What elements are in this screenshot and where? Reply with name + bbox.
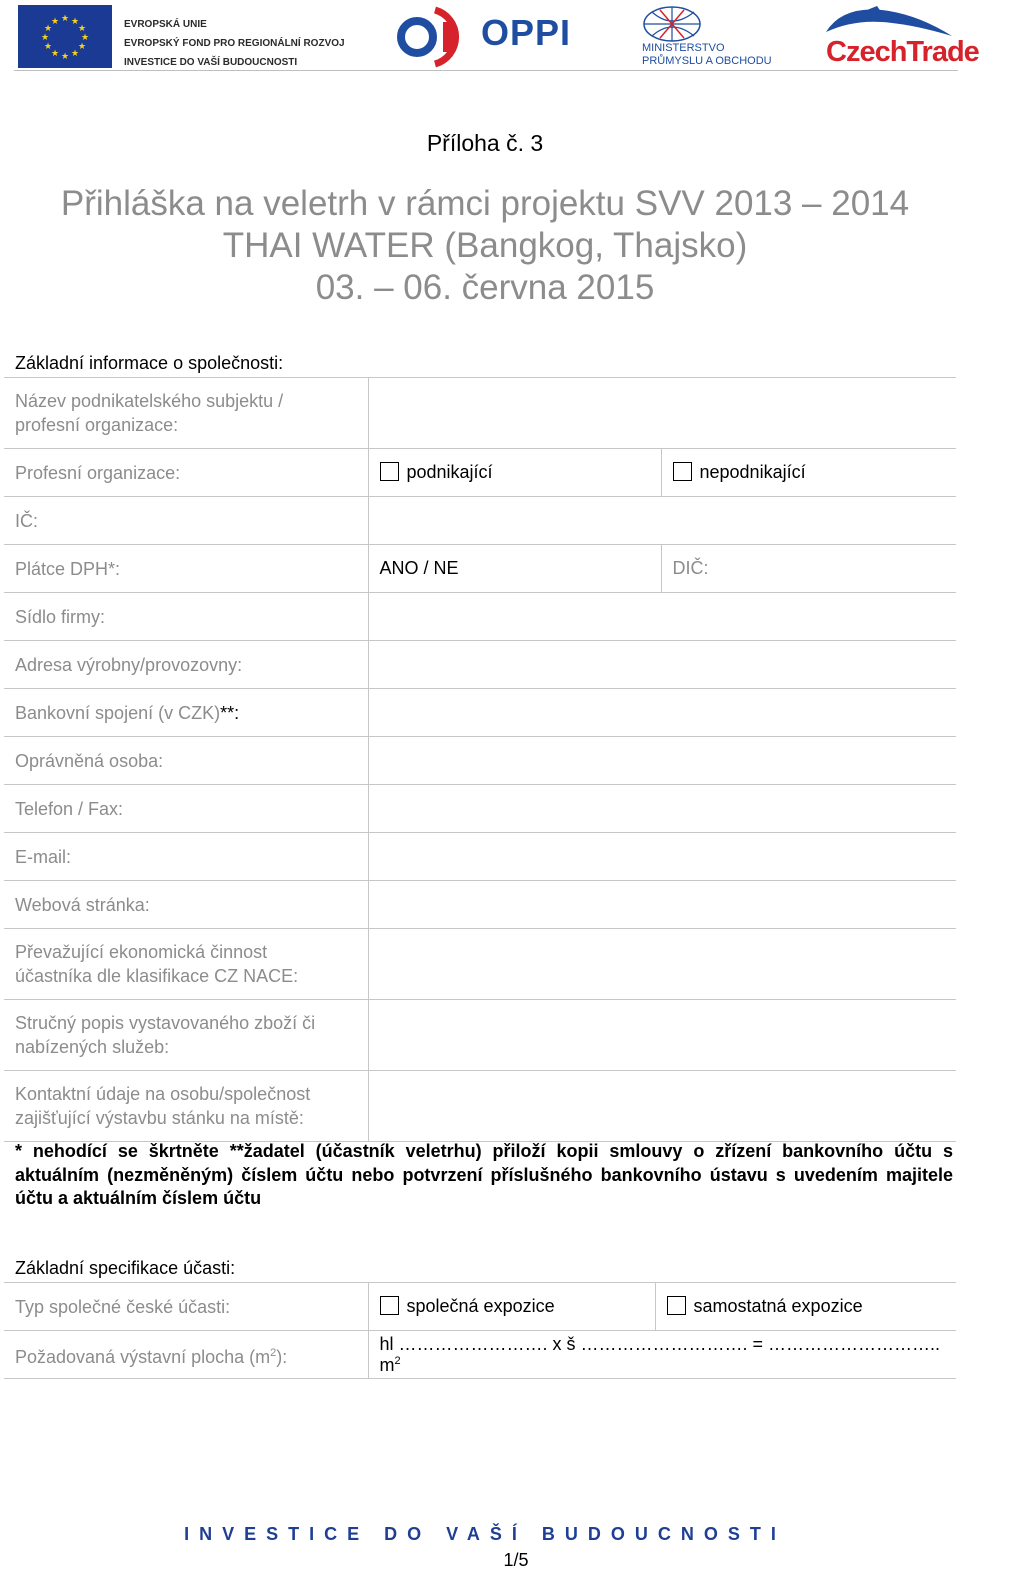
table-row [4,737,956,785]
label-line: profesní organizace: [15,415,179,435]
checkbox-samostatna[interactable] [667,1296,686,1315]
bank-label [4,689,368,737]
option-samostatna[interactable] [655,1283,956,1331]
title-line-1: Přihláška na veletrh v rámci projektu SVV 2013 – 2014 [60,184,910,223]
adresa-label: Adresa výrobny/provozovny: [4,641,368,689]
eu-line-1: EVROPSKÁ UNIE [124,19,207,30]
kontakt-label [4,1071,368,1142]
title-line-3: 03. – 06. června 2015 [315,268,655,307]
telefon-field[interactable] [368,785,956,833]
option-label: samostatná expozice [693,1296,863,1316]
mpo-line-2: PRŮMYSLU A OBCHODU [642,55,772,67]
table-row [4,378,956,449]
table-row [4,929,956,1000]
option-label: nepodnikající [699,462,806,482]
ic-label: IČ: [4,497,368,545]
plocha-label-text: Požadovaná výstavní plocha (m [15,1346,271,1367]
option-label: podnikající [406,462,493,482]
eu-text [124,15,345,72]
title-line-2: THAI WATER (Bangkog, Thajsko) [222,226,748,265]
table-row [4,641,956,689]
svg-text:★: ★ [60,52,70,62]
typ-label: Typ společné české účasti: [4,1283,368,1331]
czechtrade-wordmark: CzechTrade [826,36,979,68]
spec-section-heading: Základní specifikace účasti: [15,1258,236,1278]
bank-label-stars: **: [220,702,240,723]
dph-value[interactable]: ANO / NE [368,545,661,593]
web-field[interactable] [368,881,956,929]
page-title [0,183,970,309]
bank-field[interactable] [368,689,956,737]
plocha-label [4,1331,368,1379]
plocha-value-sup: 2 [394,1354,401,1367]
svg-text:★: ★ [50,17,60,27]
svg-text:★: ★ [40,33,50,43]
mpo-logo [640,4,780,70]
checkbox-podnikajici[interactable] [380,462,399,481]
eu-line-3: INVESTICE DO VAŠÍ BUDOUCNOSTI [124,57,298,68]
plocha-label-suffix: ): [276,1346,288,1367]
eu-flag-logo [18,5,112,68]
option-label: společná expozice [406,1296,555,1316]
popis-field[interactable] [368,1000,956,1071]
adresa-field[interactable] [368,641,956,689]
svg-text:★: ★ [77,24,87,34]
osoba-field[interactable] [368,737,956,785]
label-line: Převažující ekonomická činnost [15,942,268,962]
telefon-label: Telefon / Fax: [4,785,368,833]
label-line: Kontaktní údaje na osobu/společnost [15,1084,311,1104]
oppi-wordmark: OPPI [481,12,572,53]
eu-line-2: EVROPSKÝ FOND PRO REGIONÁLNÍ ROZVOJ [124,38,345,49]
spec-table [4,1282,956,1379]
mpo-line-1: MINISTERSTVO [642,42,725,54]
table-row [4,545,956,593]
company-name-field[interactable] [368,378,956,449]
svg-text:★: ★ [43,24,53,34]
footnote: * nehodící se škrtněte **žadatel (účastník veletrhu) přiloží kopii smlouvy o zřízení bankovního účtu s aktuálním (nezměněným) číslem účtu nebo potvrzení příslušného bankovního ústavu s uvedením majitele účtu a aktuálním číslem účtu [15,1141,953,1208]
company-name-label [4,378,368,449]
osoba-label: Oprávněná osoba: [4,737,368,785]
sidlo-field[interactable] [368,593,956,641]
footer-slogan: INVESTICE DO VAŠÍ BUDOUCNOSTI [184,1524,786,1544]
checkbox-nepodnikajici[interactable] [673,462,692,481]
mpo-text [642,42,772,68]
globe-icon [640,4,710,42]
table-row [4,785,956,833]
dic-field[interactable]: DIČ: [661,545,956,593]
eu-stars-icon [18,5,112,68]
company-section-heading: Základní informace o společnosti: [15,353,284,373]
plocha-value: hl ……………………. x š ………………………. = ……………………….. m [379,1333,941,1375]
nace-label [4,929,368,1000]
svg-text:★: ★ [50,49,60,59]
oppi-mark-icon [395,4,475,66]
option-spolecna[interactable] [368,1283,655,1331]
page-number: 1/5 [503,1550,529,1570]
email-field[interactable] [368,833,956,881]
svg-text:★: ★ [60,14,70,24]
dph-label: Plátce DPH*: [4,545,368,593]
table-row [4,689,956,737]
table-row [4,1000,956,1071]
company-info-table [4,377,956,1142]
checkbox-spolecna[interactable] [380,1296,399,1315]
label-line: účastníka dle klasifikace CZ NACE: [15,966,299,986]
table-row [4,1071,956,1142]
oppi-logo [395,4,585,66]
plocha-field[interactable] [368,1331,956,1379]
page-header [0,0,979,80]
sidlo-label: Sídlo firmy: [4,593,368,641]
table-row [4,449,956,497]
prof-org-label: Profesní organizace: [4,449,368,497]
nace-field[interactable] [368,929,956,1000]
annex-number: Příloha č. 3 [426,130,544,156]
option-nepodnikajici[interactable] [661,449,956,497]
header-divider [14,70,958,71]
popis-label [4,1000,368,1071]
web-label: Webová stránka: [4,881,368,929]
svg-text:★: ★ [70,49,80,59]
label-line: Název podnikatelského subjektu / [15,391,284,411]
svg-text:★: ★ [70,17,80,27]
label-line: Stručný popis vystavovaného zboží či [15,1013,316,1033]
table-row [4,1331,956,1379]
czechtrade-logo [822,2,979,72]
table-row [4,833,956,881]
bank-label-text: Bankovní spojení (v CZK) [15,702,221,723]
option-podnikajici[interactable] [368,449,661,497]
table-row [4,1283,956,1331]
table-row [4,497,956,545]
plocha-label-sup: 2 [270,1346,277,1359]
svg-text:★: ★ [77,42,87,52]
kontakt-field[interactable] [368,1071,956,1142]
label-line: zajišťující výstavbu stánku na místě: [15,1108,304,1128]
svg-text:★: ★ [80,33,90,43]
table-row [4,593,956,641]
svg-text:★: ★ [43,42,53,52]
table-row [4,881,956,929]
label-line: nabízených služeb: [15,1037,170,1057]
ic-field[interactable] [368,497,956,545]
email-label: E-mail: [4,833,368,881]
